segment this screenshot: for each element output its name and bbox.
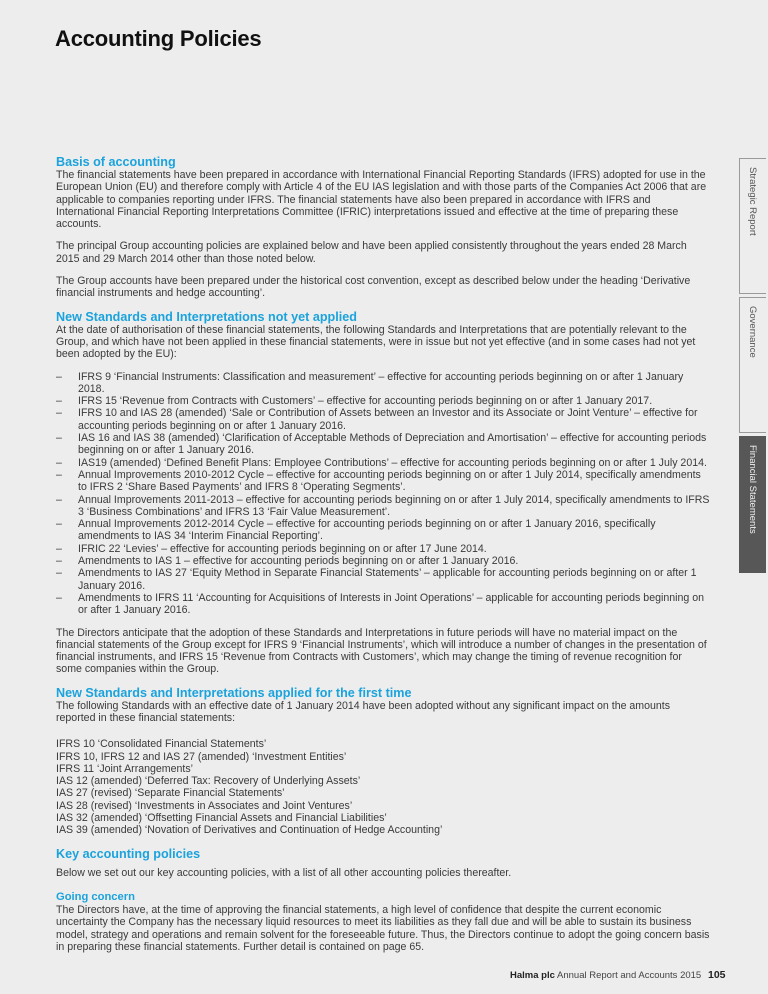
paragraph: The Group accounts have been prepared under the historical cost convention, except as described below under the heading ‘Derivative financial instruments and hedge accounting’. — [56, 275, 691, 300]
section-heading-not-yet-applied: New Standards and Interpretations not yet applied — [56, 309, 357, 324]
page-number: 105 — [708, 969, 726, 981]
list-item: – Annual Improvements 2012-2014 Cycle – effective for accounting periods beginning on or after 1 January 2016, specifically amendments to IAS 34 ‘Interim Financial Reporting’. — [56, 518, 656, 543]
list-item: – Annual Improvements 2011-2013 – effective for accounting periods beginning on or after 1 July 2014, specifically amendments to IFRS 3 ‘Business Combinations’ and IFRS 13 ‘Fair Value Measurement’. — [56, 493, 710, 518]
page-title: Accounting Policies — [55, 26, 262, 51]
list-item: IAS 32 (amended) ‘Offsetting Financial Assets and Financial Liabilities’ — [56, 812, 387, 825]
dash-bullet: – — [56, 542, 62, 555]
dash-bullet: – — [56, 567, 62, 580]
paragraph: The following Standards with an effective date of 1 January 2014 have been adopted without any significant impact on the amounts reported in these financial statements: — [56, 699, 671, 724]
dash-bullet: – — [56, 468, 62, 481]
list-item: IAS 39 (amended) ‘Novation of Derivatives and Continuation of Hedge Accounting’ — [56, 824, 443, 837]
list-item: – Amendments to IFRS 11 ‘Accounting for Acquisitions of Interests in Joint Operations’ – applicable for accounting periods beginning on or after 1 January 2016. — [56, 591, 704, 617]
tab-label: Financial Statements — [747, 445, 758, 534]
section-heading-basis: Basis of accounting — [56, 155, 176, 169]
tab-label: Governance — [747, 306, 758, 358]
dash-bullet: – — [56, 555, 62, 568]
dash-bullet: – — [56, 370, 62, 383]
paragraph: The financial statements have been prepared in accordance with International Financial Reporting Standards (IFRS) adopted for use in the European Union (EU) and therefore comply with Article 4 of the EU IAS legislation and with those parts of the Companies Act 2006 that are applicable to companies reporting under IFRS. The financial statements have also been prepared in accordance with IFRS and International Financial Reporting Interpretations Committee (IFRIC) interpretations issued and effective at the time of preparing these accounts. — [56, 169, 707, 231]
list-item: IFRS 10 ‘Consolidated Financial Statements’ — [56, 738, 267, 751]
list-item: – IFRS 9 ‘Financial Instruments: Classification and measurement’ – effective for accounting periods beginning on or after 1 January 2018. — [56, 370, 684, 395]
footer-company: Halma plc — [510, 970, 555, 981]
tab-strategic-report[interactable] — [739, 158, 766, 294]
list-item: IFRS 11 ‘Joint Arrangements’ — [56, 762, 193, 775]
dash-bullet: – — [56, 456, 62, 469]
list-item: IAS 28 (revised) ‘Investments in Associates and Joint Ventures’ — [56, 799, 353, 812]
dash-bullet: – — [56, 395, 62, 408]
list-item: IAS 27 (revised) ‘Separate Financial Statements’ — [56, 787, 285, 800]
section-heading-first-time: New Standards and Interpretations applied for the first time — [56, 685, 412, 700]
tab-financial-statements[interactable] — [739, 436, 766, 573]
subheading-going-concern: Going concern — [56, 890, 135, 903]
dash-bullet: – — [56, 432, 62, 445]
main-content — [56, 155, 710, 963]
list-item: – IAS 16 and IAS 38 (amended) ‘Clarification of Acceptable Methods of Depreciation and Amortisation’ – effective for accounting periods beginning on or after 1 January 2016. — [56, 432, 707, 457]
footer-report: Annual Report and Accounts 2015 — [557, 970, 702, 981]
tab-label: Strategic Report — [747, 167, 758, 236]
paragraph: The Directors anticipate that the adoption of these Standards and Interpretations in future periods will have no material impact on the financial statements of the Group except for IFRS 9 ‘Financial Instruments’, which will introduce a number of changes in the presentation of financial instruments, and IFRS 15 ‘Revenue from Contracts with Customers’, which may change the timing of revenue recognition for some companies within the Group. — [56, 626, 707, 676]
list-item: – IFRS 15 ‘Revenue from Contracts with Customers’ – effective for accounting periods beginning on or after 1 January 2017. — [56, 395, 653, 408]
paragraph: The principal Group accounting policies are explained below and have been applied consistently throughout the years ended 28 March 2015 and 29 March 2014 other than those noted below. — [56, 240, 687, 265]
section-heading-key-policies: Key accounting policies — [56, 846, 201, 861]
tab-governance[interactable] — [739, 297, 766, 433]
standards-list — [56, 371, 710, 617]
paragraph: The Directors have, at the time of approving the financial statements, a high level of confidence that despite the current economic uncertainty the Company has the necessary liquid resources to meet its liabilities as they fall due and will be able to sustain its business model, strategy and operations and remain solvent for the foreseeable future. Thus, the Directors continue to adopt the going concern basis in preparing these financial statements. Further detail is contained on page 65. — [56, 903, 710, 953]
paragraph: At the date of authorisation of these financial statements, the following Standards and Interpretations that are potentially relevant to the Group, and which have not been applied in these financial statements, were in issue but not yet effective (and in some cases had not yet been adopted by the EU): — [56, 323, 696, 361]
dash-bullet: – — [56, 407, 62, 420]
list-item: IFRS 10, IFRS 12 and IAS 27 (amended) ‘Investment Entities’ — [56, 750, 347, 763]
list-item: IAS 12 (amended) ‘Deferred Tax: Recovery of Underlying Assets’ — [56, 775, 361, 788]
footer — [510, 970, 701, 981]
list-item: – Amendments to IAS 27 ‘Equity Method in Separate Financial Statements’ – applicable for accounting periods beginning on or after 1 January 2016. — [56, 567, 697, 592]
list-item: – Amendments to IAS 1 – effective for accounting periods beginning on or after 1 January 2016. — [56, 555, 519, 568]
list-item: – IAS19 (amended) ‘Defined Benefit Plans: Employee Contributions’ – effective for accounting periods beginning on or after 1 July 2014. — [56, 456, 707, 469]
paragraph: Below we set out our key accounting policies, with a list of all other accounting policies thereafter. — [56, 866, 512, 879]
dash-bullet: – — [56, 591, 62, 604]
adopted-standards-list — [56, 738, 710, 836]
list-item: – IFRIC 22 ‘Levies’ – effective for accounting periods beginning on or after 17 June 2014. — [56, 542, 487, 555]
list-item: – Annual Improvements 2010-2012 Cycle – effective for accounting periods beginning on or after 1 July 2014, specifically amendments to IFRS 2 ‘Share Based Payments’ and IFRS 8 ‘Operating Segments’. — [56, 468, 701, 494]
dash-bullet: – — [56, 493, 62, 506]
list-item: – IFRS 10 and IAS 28 (amended) ‘Sale or Contribution of Assets between an Investor and its Associate or Joint Venture’ – effective for accounting periods beginning on or after 1 January 2016. — [56, 407, 698, 432]
dash-bullet: – — [56, 518, 62, 531]
